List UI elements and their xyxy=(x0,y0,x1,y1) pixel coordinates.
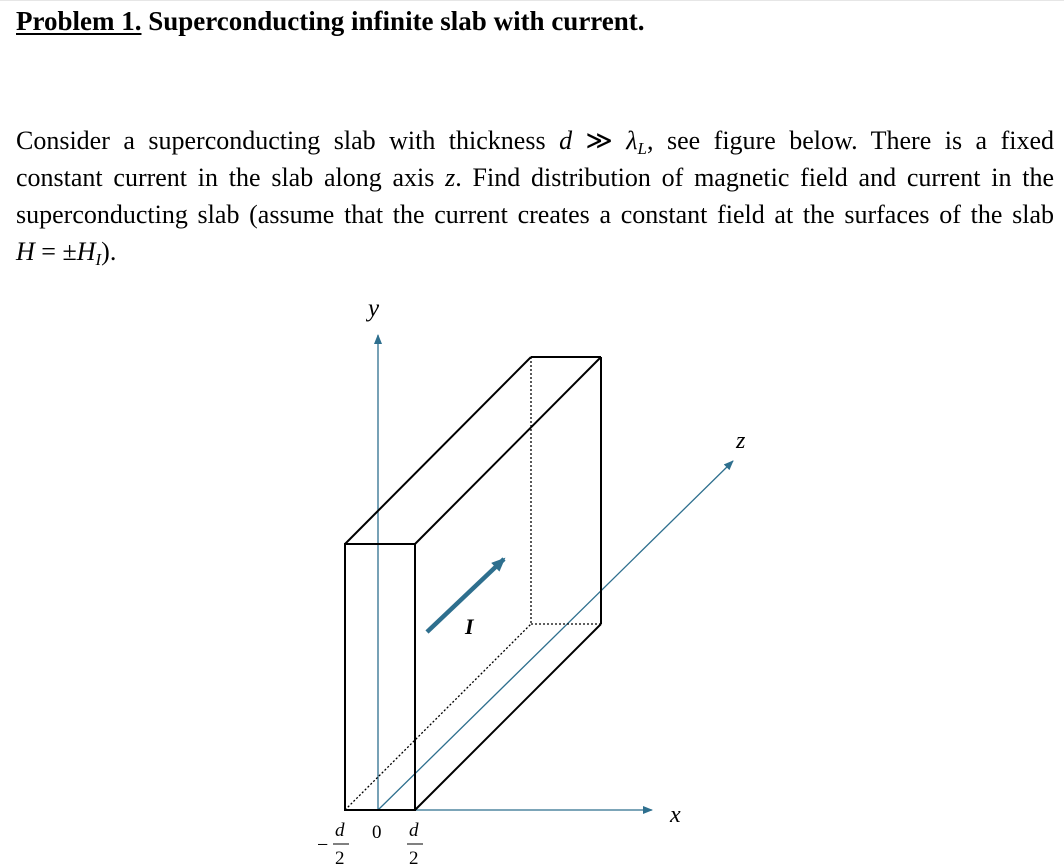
math-subscript-l: L xyxy=(637,139,647,158)
slab-depth-edge-top-right xyxy=(415,357,601,544)
problem-heading: Superconducting infinite slab with current. xyxy=(141,6,645,36)
statement-line-3: superconducting slab (assume that the current creates a constant field at the surfaces of the slab xyxy=(16,200,1054,229)
z-axis xyxy=(378,461,733,810)
math-gg: ≫ xyxy=(572,126,627,155)
math-z: z xyxy=(445,163,456,192)
text-segment: constant current in the slab along axis xyxy=(16,163,446,192)
tick-left-numerator: d xyxy=(335,820,345,841)
text-segment: , see figure below. There is a fixed xyxy=(647,126,1054,155)
slab-depth-edge-bottom-right xyxy=(415,624,601,810)
math-h-i: H xyxy=(76,237,96,266)
y-axis-label: y xyxy=(368,295,380,322)
text-segment: ). xyxy=(101,237,117,266)
math-subscript-i: I xyxy=(95,250,102,269)
tick-origin: 0 xyxy=(372,822,382,843)
x-axis-label: x xyxy=(670,802,681,828)
text-segment: Consider a superconducting slab with thickness xyxy=(16,126,560,155)
tick-right-denominator: 2 xyxy=(409,848,419,868)
slab-front-face xyxy=(345,544,415,810)
current-label: I xyxy=(465,614,474,639)
math-equals-pm: = ± xyxy=(34,237,77,266)
problem-number: Problem 1. xyxy=(16,6,142,36)
z-axis-label: z xyxy=(736,428,746,454)
tick-left-sign: − xyxy=(317,834,329,856)
math-d: d xyxy=(559,126,573,155)
tick-right-numerator: d xyxy=(409,820,419,841)
math-lambda: λ xyxy=(626,126,638,155)
slab-depth-edge-top-left xyxy=(345,357,531,544)
slab-hidden-depth-edge-bottom-left xyxy=(345,624,531,810)
tick-left-denominator: 2 xyxy=(335,848,345,868)
math-h: H xyxy=(16,237,35,266)
text-segment: . Find distribution of magnetic field and current in the xyxy=(455,163,1055,192)
